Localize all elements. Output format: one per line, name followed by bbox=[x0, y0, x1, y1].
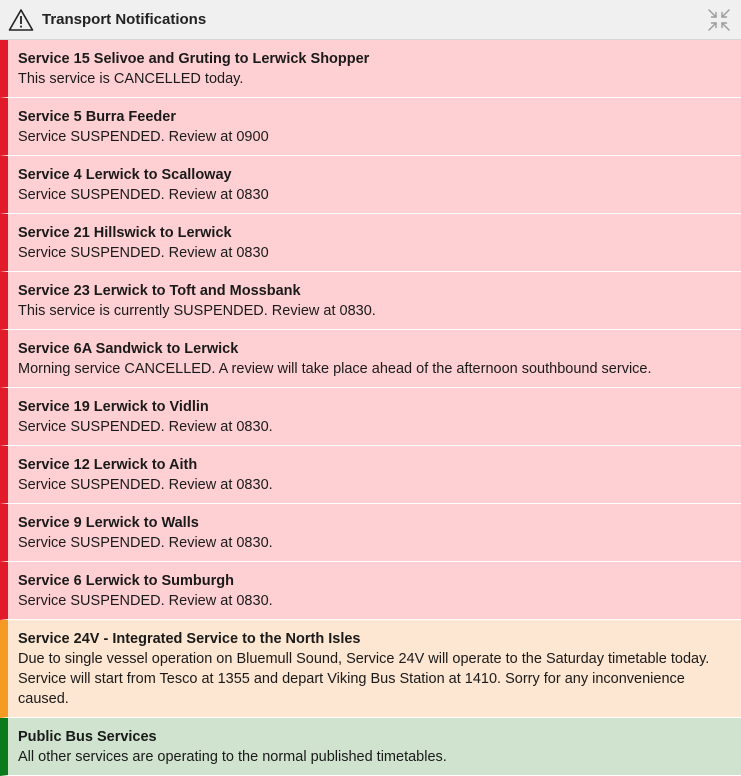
notification-item bbox=[0, 504, 741, 562]
notification-message: All other services are operating to the normal published timetables. bbox=[18, 749, 447, 765]
notification-item bbox=[0, 620, 741, 718]
notification-title: Service 5 Burra Feeder bbox=[18, 109, 176, 125]
notification-title: Service 6A Sandwick to Lerwick bbox=[18, 341, 239, 357]
notification-message: Due to single vessel operation on Bluemull Sound, Service 24V will operate to the Saturday timetable today. Service will start from Tesco at 1355 and depart Viking Bus Station at 1410. Sorry for any inconvenience caused. bbox=[18, 651, 710, 707]
notification-title: Service 4 Lerwick to Scalloway bbox=[18, 167, 232, 183]
notification-title: Service 21 Hillswick to Lerwick bbox=[18, 225, 232, 241]
notification-title: Service 15 Selivoe and Gruting to Lerwick Shopper bbox=[18, 51, 370, 67]
notification-item bbox=[0, 388, 741, 446]
notification-item bbox=[0, 718, 741, 776]
notification-message: Morning service CANCELLED. A review will take place ahead of the afternoon southbound service. bbox=[18, 361, 652, 377]
notification-item bbox=[0, 214, 741, 272]
notification-item bbox=[0, 98, 741, 156]
notification-title: Service 19 Lerwick to Vidlin bbox=[18, 399, 209, 415]
notification-item bbox=[0, 446, 741, 504]
notification-item bbox=[0, 156, 741, 214]
notification-message: Service SUSPENDED. Review at 0830. bbox=[18, 477, 273, 493]
notification-message: Service SUSPENDED. Review at 0830 bbox=[18, 187, 269, 203]
notification-item bbox=[0, 330, 741, 388]
notification-item bbox=[0, 40, 741, 98]
panel-header bbox=[0, 0, 741, 40]
notification-item bbox=[0, 272, 741, 330]
collapse-arrows-icon[interactable] bbox=[705, 6, 733, 34]
notification-message: Service SUSPENDED. Review at 0830 bbox=[18, 245, 269, 261]
notification-message: This service is currently SUSPENDED. Review at 0830. bbox=[18, 303, 376, 319]
warning-triangle-icon bbox=[6, 5, 36, 35]
notification-message: Service SUSPENDED. Review at 0830. bbox=[18, 419, 273, 435]
notification-title: Service 24V - Integrated Service to the North Isles bbox=[18, 631, 361, 647]
notification-message: Service SUSPENDED. Review at 0900 bbox=[18, 129, 269, 145]
notification-message: This service is CANCELLED today. bbox=[18, 71, 244, 87]
notification-title: Public Bus Services bbox=[18, 729, 157, 745]
notification-item bbox=[0, 562, 741, 620]
notification-title: Service 23 Lerwick to Toft and Mossbank bbox=[18, 283, 301, 299]
notification-title: Service 6 Lerwick to Sumburgh bbox=[18, 573, 234, 589]
panel-title: Transport Notifications bbox=[42, 11, 207, 28]
notification-title: Service 12 Lerwick to Aith bbox=[18, 457, 198, 473]
notification-title: Service 9 Lerwick to Walls bbox=[18, 515, 199, 531]
notification-message: Service SUSPENDED. Review at 0830. bbox=[18, 535, 273, 551]
notification-message: Service SUSPENDED. Review at 0830. bbox=[18, 593, 273, 609]
notification-list bbox=[0, 40, 741, 776]
